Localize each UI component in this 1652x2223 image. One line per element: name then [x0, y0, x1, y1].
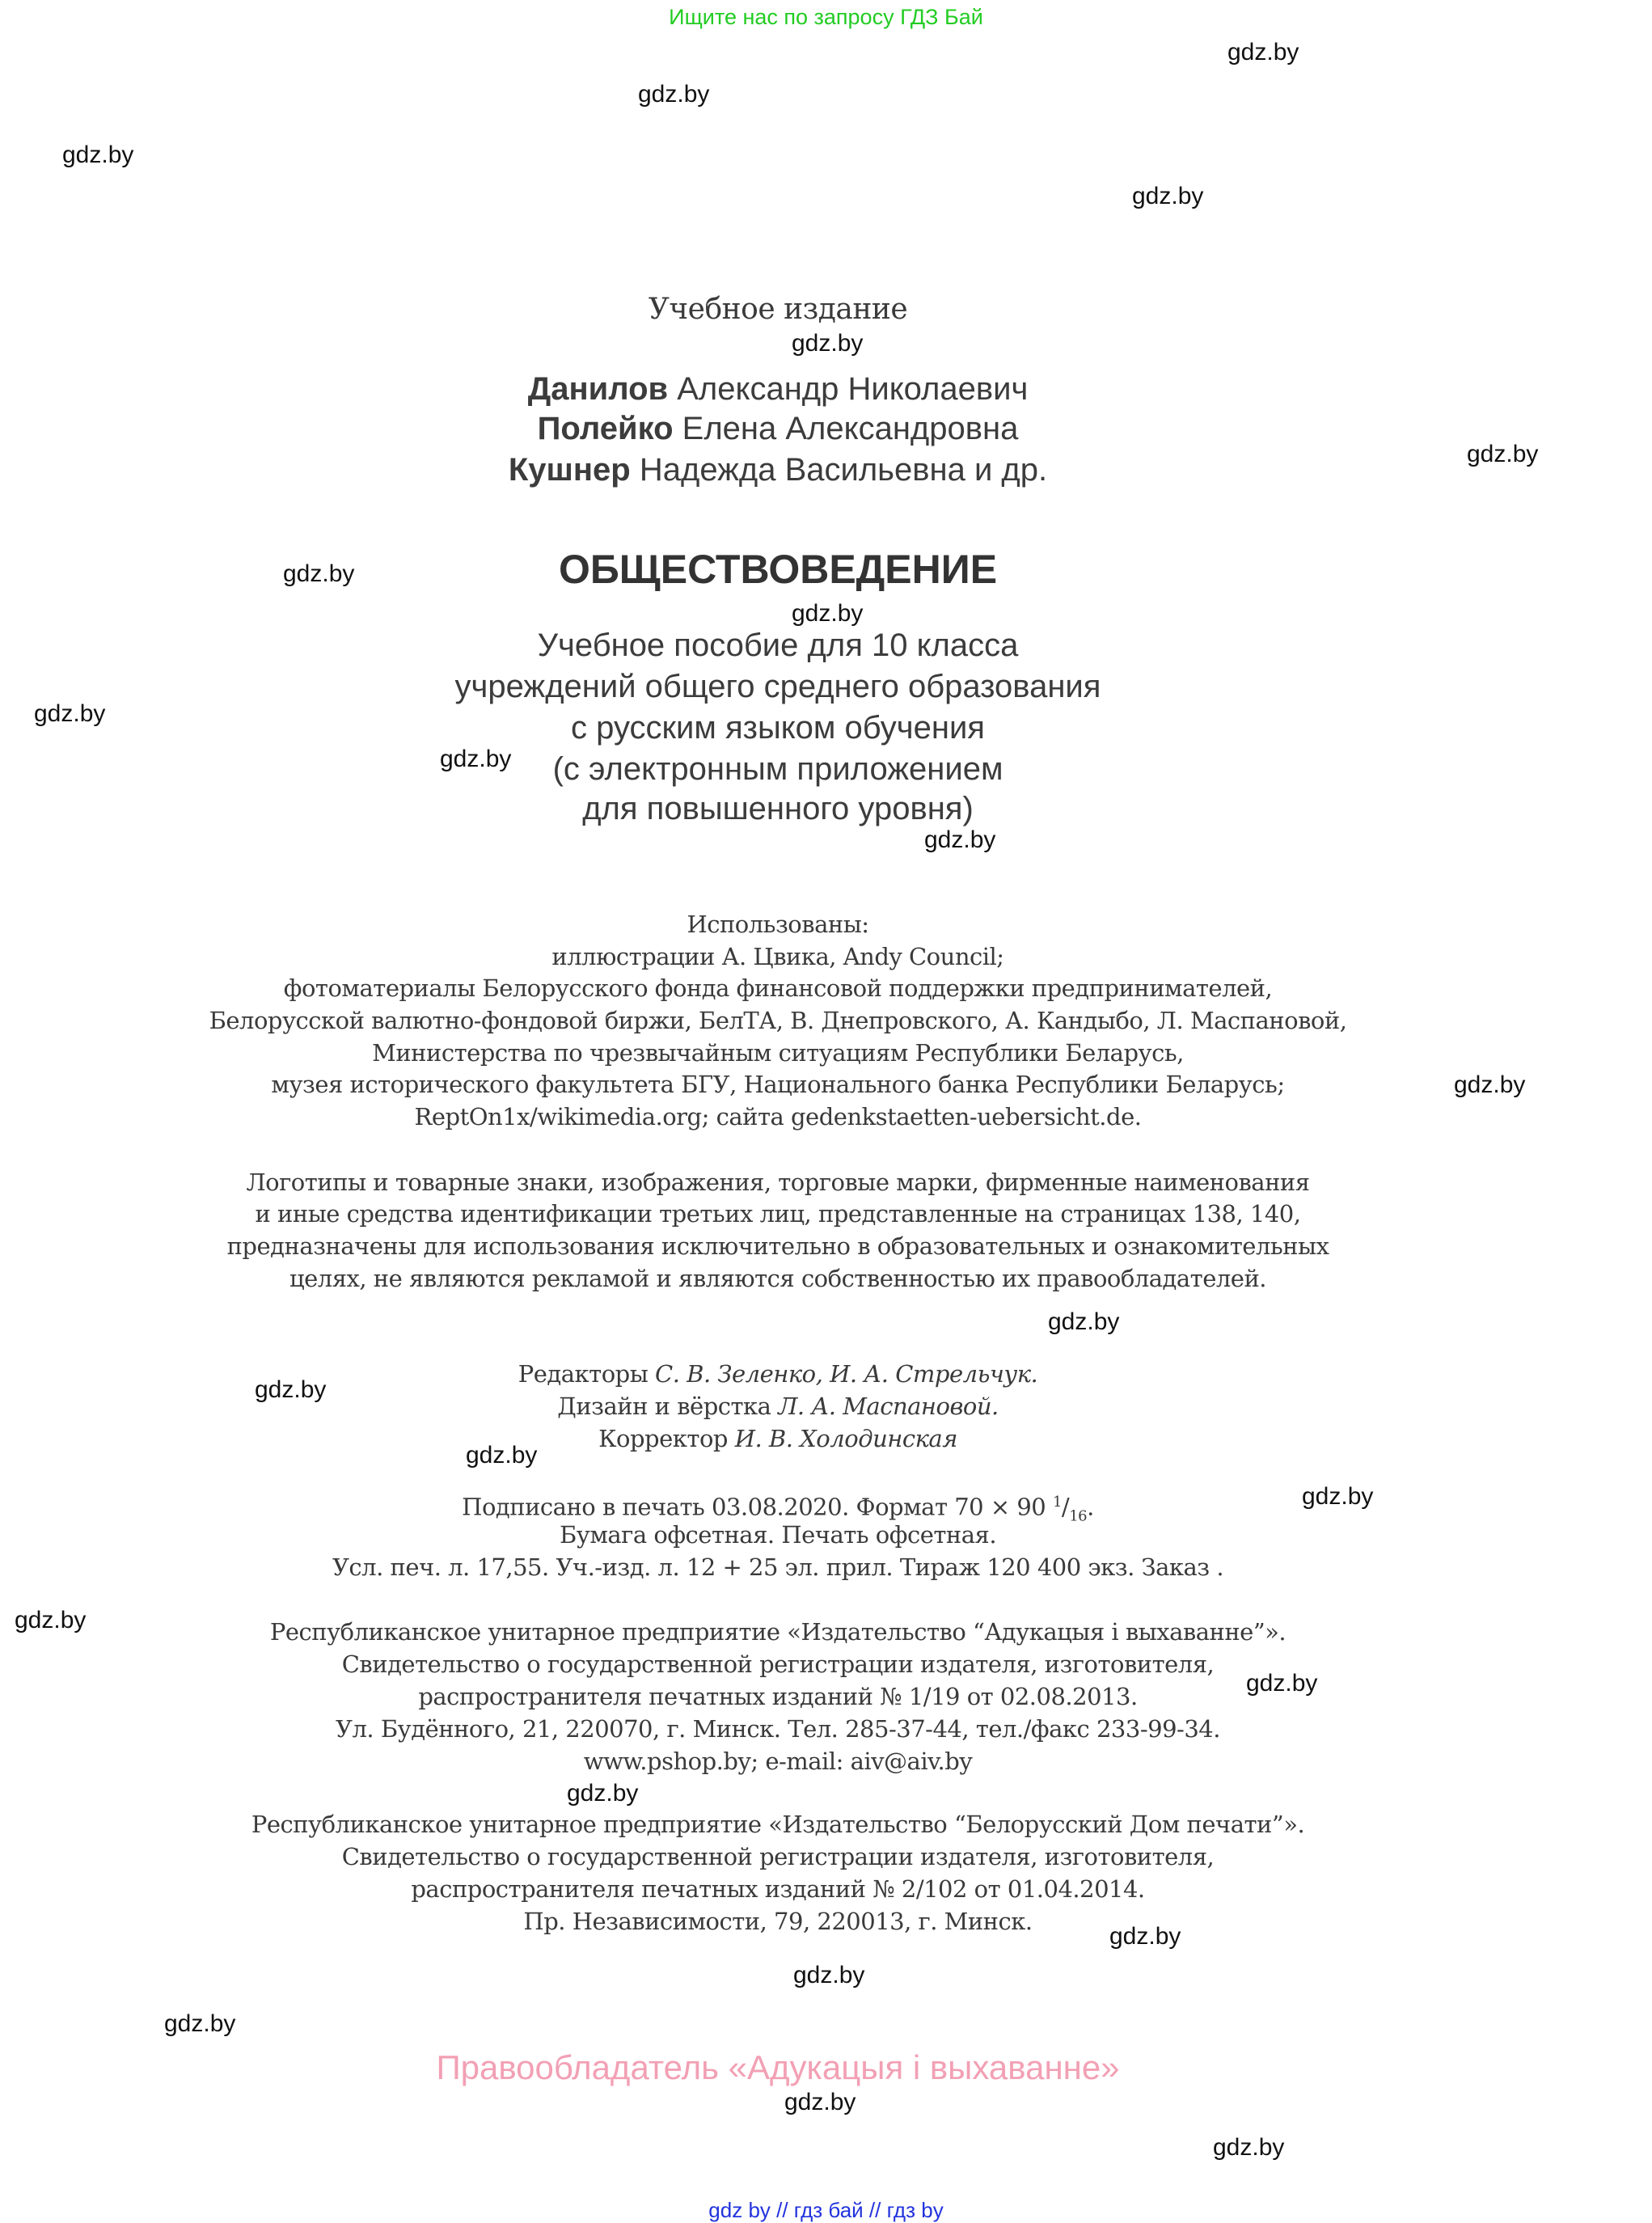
trademark-line: предназначены для использования исключительно в образовательных и ознакомительных	[226, 1232, 1329, 1260]
credits-line: фотоматериалы Белорусского фонда финансовой поддержки предпринимателей,	[283, 974, 1273, 1002]
watermark: gdz.by	[283, 560, 355, 587]
credits-line: музея исторического факультета БГУ, Национального банка Республики Беларусь;	[271, 1071, 1285, 1098]
watermark: gdz.by	[1302, 1483, 1374, 1510]
trademark-line: целях, не являются рекламой и являются собственностью их правообладателей.	[289, 1265, 1267, 1292]
subtitle-line: учреждений общего среднего образования	[454, 669, 1101, 704]
watermark: gdz.by	[255, 1376, 327, 1403]
designer-name: Л. А. Маспановой.	[778, 1393, 999, 1420]
credits-line: ReptOn1x/wikimedia.org; сайта gedenkstaetten-uebersicht.de.	[414, 1103, 1142, 1131]
author-name: Елена Александровна	[682, 411, 1019, 446]
author-3	[0, 450, 1556, 490]
watermark: gdz.by	[792, 600, 864, 627]
editors-names: С. В. Зеленко, И. А. Стрельчук.	[655, 1360, 1038, 1388]
watermark: gdz.by	[15, 1607, 87, 1633]
watermark: gdz.by	[792, 330, 864, 357]
author-surname: Кушнер	[508, 452, 631, 488]
watermark: gdz.by	[164, 2010, 236, 2037]
publisher-line: Ул. Будённого, 21, 220070, г. Минск. Тел. 285-37-44, тел./факс 233-99-34.	[336, 1715, 1220, 1743]
search-banner: Ищите нас по запросу ГДЗ Бай	[669, 5, 983, 29]
printer-line: Свидетельство о государственной регистрации издателя, изготовителя,	[341, 1843, 1215, 1870]
editors-line	[0, 1358, 1556, 1390]
trademark-line: Логотипы и товарные знаки, изображения, торговые марки, фирменные наименования	[246, 1169, 1310, 1196]
watermark: gdz.by	[1227, 39, 1299, 66]
watermark: gdz.by	[62, 142, 134, 168]
author-name: Александр Николаевич	[677, 371, 1029, 407]
credits-line: Министерства по чрезвычайным ситуациям Республики Беларусь,	[372, 1039, 1184, 1067]
proofreader-name: И. В. Холодинская	[734, 1425, 957, 1452]
format-denominator: 16	[1069, 1507, 1088, 1525]
watermark: gdz.by	[34, 700, 106, 727]
watermark: gdz.by	[924, 826, 996, 853]
signed-line: Подписано в печать 03.08.2020. Формат 70 × 90 $^1/_{16}$.	[462, 1493, 1094, 1525]
watermark: gdz.by	[638, 81, 710, 108]
subtitle-line: (с электронным приложением	[552, 751, 1003, 787]
watermark: gdz.by	[466, 1442, 538, 1469]
subtitle-line: для повышенного уровня)	[582, 791, 974, 826]
watermark: gdz.by	[1467, 441, 1539, 467]
watermark: gdz.by	[1454, 1071, 1526, 1098]
printer-line: распространителя печатных изданий № 2/102 от 01.04.2014.	[411, 1875, 1145, 1903]
rights-holder: Правообладатель «Адукацыя і выхаванне»	[436, 2048, 1120, 2086]
watermark: gdz.by	[1109, 1923, 1181, 1950]
volume-line: Усл. печ. л. 17,55. Уч.-изд. л. 12 + 25 эл. прил. Тираж 120 400 экз. Заказ .	[332, 1553, 1224, 1581]
signed-text: Подписано в печать 03.08.2020. Формат 70 × 90	[462, 1493, 1053, 1521]
footer-links[interactable]: gdz by // гдз бай // гдз by	[708, 2198, 944, 2222]
watermark: gdz.by	[1213, 2134, 1285, 2161]
author-1	[0, 369, 1556, 409]
printer-line: Пр. Независимости, 79, 220013, г. Минск.	[523, 1908, 1033, 1935]
format-numerator: 1	[1052, 1494, 1062, 1511]
watermark: gdz.by	[1246, 1670, 1318, 1697]
label: Редакторы	[518, 1360, 656, 1388]
subtitle-line: с русским языком обучения	[571, 710, 985, 746]
publisher-line: www.pshop.by; e-mail: aiv@aiv.by	[583, 1748, 973, 1775]
author-surname: Данилов	[527, 371, 669, 407]
author-name: Надежда Васильевна и др.	[639, 452, 1048, 488]
publisher-line: Республиканское унитарное предприятие «Издательство “Адукацыя і выхаванне”».	[269, 1618, 1287, 1646]
credits-line: Белорусской валютно-фондовой биржи, БелТА, В. Днепровского, А. Кандыбо, Л. Маспановой,	[209, 1007, 1347, 1034]
label: Корректор	[598, 1425, 735, 1452]
credits-line: Использованы:	[687, 911, 869, 938]
subtitle-line: Учебное пособие для 10 класса	[537, 628, 1019, 663]
proofreader-line	[0, 1422, 1556, 1455]
watermark: gdz.by	[567, 1780, 639, 1807]
watermark: gdz.by	[784, 2089, 856, 2115]
watermark: gdz.by	[1048, 1308, 1120, 1335]
credits-line: иллюстрации А. Цвика, Andy Council;	[551, 943, 1004, 970]
label: Дизайн и вёрстка	[557, 1393, 779, 1420]
paper-line: Бумага офсетная. Печать офсетная.	[559, 1521, 997, 1549]
watermark: gdz.by	[1132, 183, 1204, 209]
book-title: ОБЩЕСТВОВЕДЕНИЕ	[558, 547, 998, 592]
edition-type: Учебное издание	[648, 293, 908, 326]
author-surname: Полейко	[537, 411, 674, 446]
watermark: gdz.by	[793, 1962, 865, 1988]
printer-line: Республиканское унитарное предприятие «Издательство “Белорусский Дом печати”».	[251, 1811, 1305, 1838]
trademark-line: и иные средства идентификации третьих лиц, представленные на страницах 138, 140,	[255, 1200, 1301, 1228]
publisher-line: Свидетельство о государственной регистрации издателя, изготовителя,	[341, 1650, 1215, 1678]
publisher-line: распространителя печатных изданий № 1/19 от 02.08.2013.	[418, 1683, 1138, 1710]
watermark: gdz.by	[440, 746, 512, 772]
author-2	[0, 408, 1556, 449]
design-line	[0, 1390, 1556, 1422]
